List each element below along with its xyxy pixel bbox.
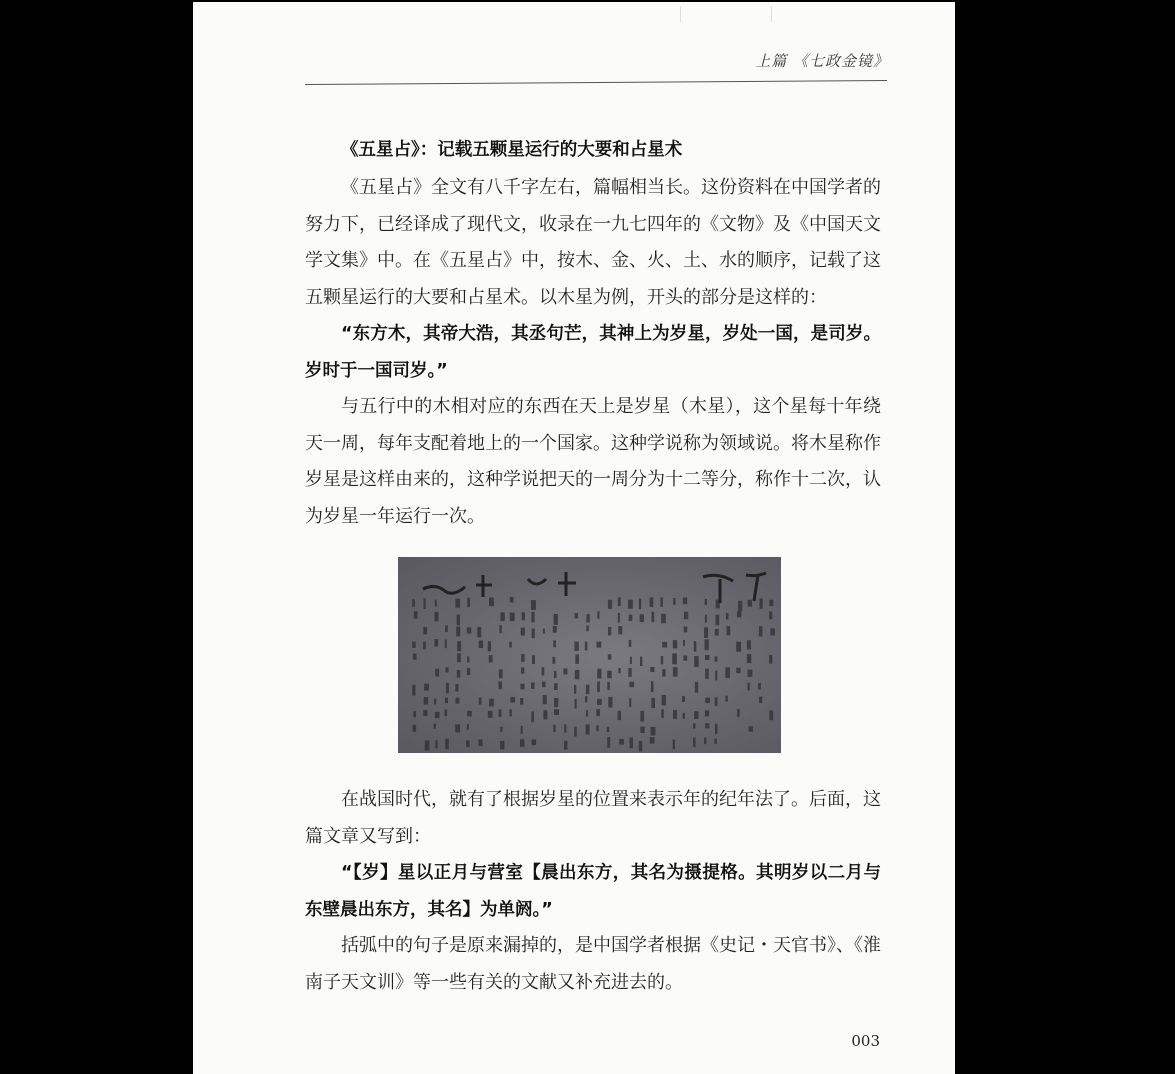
manuscript-stroke bbox=[597, 669, 601, 679]
manuscript-stroke bbox=[629, 698, 631, 707]
manuscript-stroke bbox=[424, 697, 429, 705]
manuscript-stroke bbox=[457, 670, 461, 678]
manuscript-stroke bbox=[639, 599, 641, 610]
manuscript-stroke bbox=[455, 684, 458, 692]
manuscript-stroke bbox=[412, 685, 415, 696]
manuscript-stroke bbox=[639, 741, 642, 752]
manuscript-stroke bbox=[662, 642, 667, 648]
manuscript-stroke bbox=[445, 640, 447, 649]
header-rule bbox=[305, 80, 887, 85]
main-text-after-figure bbox=[305, 782, 881, 1001]
manuscript-stroke bbox=[499, 669, 503, 678]
manuscript-stroke bbox=[662, 695, 666, 705]
manuscript-stroke bbox=[661, 656, 663, 665]
manuscript-stroke bbox=[618, 668, 620, 673]
manuscript-stroke bbox=[532, 629, 535, 639]
manuscript-stroke bbox=[661, 709, 664, 718]
manuscript-stroke bbox=[705, 639, 709, 650]
manuscript-stroke bbox=[715, 671, 717, 681]
manuscript-stroke bbox=[413, 725, 417, 732]
manuscript-stroke bbox=[705, 723, 709, 728]
manuscript-stroke bbox=[608, 654, 612, 660]
manuscript-stroke bbox=[629, 640, 632, 647]
manuscript-stroke bbox=[758, 683, 761, 690]
manuscript-stroke bbox=[412, 599, 415, 607]
manuscript-stroke bbox=[714, 739, 717, 744]
manuscript-stroke bbox=[607, 671, 612, 679]
manuscript-stroke bbox=[715, 656, 718, 661]
manuscript-stroke bbox=[618, 711, 621, 720]
manuscript-stroke bbox=[738, 601, 742, 612]
manuscript-stroke bbox=[630, 738, 634, 749]
manuscript-stroke bbox=[553, 640, 556, 647]
manuscript-stroke bbox=[650, 597, 654, 607]
manuscript-stroke bbox=[554, 683, 558, 690]
manuscript-stroke bbox=[726, 613, 729, 620]
manuscript-stroke bbox=[510, 613, 515, 622]
manuscript-stroke bbox=[424, 684, 429, 691]
manuscript-stroke bbox=[693, 738, 696, 748]
manuscript-stroke bbox=[736, 668, 740, 673]
manuscript-stroke bbox=[424, 598, 426, 609]
manuscript-stroke bbox=[618, 626, 622, 634]
manuscript-stroke bbox=[725, 667, 730, 678]
manuscript-stroke bbox=[521, 667, 524, 673]
manuscript-stroke bbox=[456, 627, 460, 637]
manuscript-stroke bbox=[543, 629, 545, 634]
manuscript-stroke bbox=[629, 682, 634, 688]
manuscript-stroke bbox=[521, 628, 525, 636]
manuscript-stroke bbox=[673, 740, 675, 750]
manuscript-stroke bbox=[500, 612, 504, 621]
paragraph: 《五星占》全文有八千字左右，篇幅相当长。这份资料在中国学者的努力下，已经译成了现代文，收录在一九七四年的《文物》及《中国天文学文集》中。在《五星占》中，按木、金、火、土、水的顺序，记载了这五颗星运行的大要和占星术。以木星为例，开头的部分是这样的： bbox=[305, 177, 881, 308]
main-text bbox=[305, 132, 881, 535]
manuscript-stroke bbox=[660, 597, 663, 607]
manuscript-stroke bbox=[575, 699, 577, 709]
manuscript-stroke bbox=[607, 737, 610, 748]
manuscript-stroke bbox=[488, 641, 491, 651]
manuscript-stroke bbox=[445, 625, 448, 632]
manuscript-stroke bbox=[650, 667, 654, 672]
section-title: 《五星占》：记载五颗星运行的大要和占星术 bbox=[341, 140, 683, 160]
manuscript-stroke bbox=[412, 642, 416, 648]
silk-manuscript-photo bbox=[398, 557, 781, 753]
manuscript-stroke bbox=[479, 697, 482, 704]
manuscript-stroke bbox=[694, 711, 698, 719]
manuscript-stroke bbox=[510, 709, 512, 716]
manuscript-stroke bbox=[586, 710, 588, 716]
manuscript-stroke bbox=[682, 696, 685, 702]
manuscript-stroke bbox=[608, 600, 612, 609]
manuscript-stroke bbox=[499, 625, 502, 633]
manuscript-stroke bbox=[596, 725, 599, 731]
manuscript-stroke bbox=[705, 599, 707, 605]
manuscript-stroke bbox=[725, 696, 728, 702]
manuscript-stroke bbox=[736, 642, 741, 652]
manuscript-stroke bbox=[629, 615, 633, 621]
manuscript-stroke bbox=[479, 641, 483, 649]
manuscript-stroke bbox=[597, 681, 600, 692]
manuscript-stroke bbox=[434, 699, 436, 705]
manuscript-stroke bbox=[488, 711, 493, 718]
manuscript-stroke bbox=[531, 683, 535, 689]
manuscript-stroke bbox=[574, 642, 578, 651]
manuscript-stroke bbox=[585, 696, 587, 702]
manuscript-stroke bbox=[467, 711, 472, 717]
manuscript-stroke bbox=[521, 654, 524, 662]
manuscript-stroke bbox=[715, 697, 718, 706]
manuscript-stroke bbox=[564, 724, 566, 733]
manuscript-stroke bbox=[423, 710, 427, 716]
paragraph: 括弧中的句子是原来漏掉的，是中国学者根据《史记・天官书》、《淮南子天文训》等一些有关的文献又补充进去的。 bbox=[305, 935, 881, 993]
manuscript-stroke bbox=[673, 598, 676, 605]
manuscript-stroke bbox=[457, 653, 461, 662]
scan-mark bbox=[771, 6, 772, 22]
manuscript-stroke bbox=[467, 668, 471, 675]
manuscript-stroke bbox=[423, 642, 426, 650]
manuscript-stroke bbox=[455, 724, 460, 732]
manuscript-stroke bbox=[445, 667, 448, 672]
manuscript-stroke bbox=[563, 668, 567, 674]
manuscript-stroke bbox=[552, 657, 555, 664]
manuscript-stroke bbox=[661, 614, 666, 624]
manuscript-stroke bbox=[596, 709, 600, 716]
manuscript-stroke bbox=[510, 697, 515, 703]
manuscript-stroke bbox=[553, 725, 555, 732]
manuscript-stroke bbox=[489, 655, 493, 662]
manuscript-stroke bbox=[597, 611, 599, 619]
manuscript-stroke bbox=[705, 698, 710, 704]
manuscript-stroke bbox=[445, 709, 448, 716]
manuscript-stroke bbox=[532, 655, 535, 664]
manuscript-stroke bbox=[705, 669, 709, 679]
manuscript-stroke bbox=[705, 655, 709, 660]
manuscript-stroke bbox=[727, 626, 731, 635]
manuscript-stroke bbox=[510, 597, 514, 602]
paragraph: 在战国时代，就有了根据岁星的位置来表示年的纪年法了。后面，这篇文章又写到： bbox=[305, 789, 881, 847]
manuscript-stroke bbox=[554, 614, 558, 625]
manuscript-stroke bbox=[608, 697, 612, 708]
manuscript-stroke bbox=[435, 669, 439, 677]
book-page bbox=[193, 2, 955, 1074]
manuscript-stroke bbox=[747, 654, 752, 663]
manuscript-stroke bbox=[446, 683, 449, 694]
manuscript-stroke bbox=[575, 613, 578, 618]
manuscript-stroke bbox=[704, 627, 708, 638]
manuscript-stroke bbox=[608, 627, 611, 635]
manuscript-stroke bbox=[554, 671, 557, 678]
manuscript-stroke bbox=[747, 640, 751, 649]
manuscript-stroke bbox=[651, 698, 655, 708]
manuscript-stroke bbox=[520, 684, 524, 690]
manuscript-stroke bbox=[640, 614, 644, 622]
manuscript-stroke bbox=[694, 656, 699, 667]
quote-paragraph: “【岁】星以正月与营室【晨出东方，其名为摄提格。其明岁以二月与东壁晨出东方，其名】为单阏。” bbox=[305, 863, 881, 920]
manuscript-stroke bbox=[769, 612, 772, 620]
manuscript-stroke bbox=[749, 726, 753, 732]
manuscript-stroke bbox=[521, 726, 523, 734]
manuscript-stroke bbox=[607, 727, 609, 732]
manuscript-stroke bbox=[553, 626, 557, 633]
manuscript-stroke bbox=[651, 727, 656, 736]
manuscript-stroke bbox=[673, 667, 678, 677]
manuscript-stroke bbox=[748, 683, 750, 691]
manuscript-stroke bbox=[704, 738, 706, 745]
manuscript-stroke bbox=[651, 681, 654, 692]
manuscript-stroke bbox=[715, 724, 718, 734]
manuscript-stroke bbox=[477, 627, 481, 637]
manuscript-stroke bbox=[715, 629, 719, 636]
manuscript-stroke bbox=[683, 598, 687, 605]
manuscript-stroke bbox=[683, 713, 685, 719]
manuscript-stroke bbox=[520, 698, 523, 705]
manuscript-stroke bbox=[542, 682, 545, 688]
manuscript-stroke bbox=[769, 600, 773, 607]
manuscript-stroke bbox=[434, 612, 438, 621]
manuscript-stroke bbox=[445, 698, 448, 704]
manuscript-stroke bbox=[585, 642, 588, 651]
manuscript-stroke bbox=[532, 740, 537, 746]
manuscript-stroke bbox=[435, 740, 437, 748]
manuscript-stroke bbox=[586, 614, 589, 622]
manuscript-stroke bbox=[466, 740, 470, 747]
manuscript-stroke bbox=[628, 668, 631, 677]
manuscript-stroke bbox=[543, 695, 547, 704]
manuscript-stroke bbox=[640, 727, 644, 733]
manuscript-stroke bbox=[640, 657, 642, 667]
manuscript-stroke bbox=[705, 615, 707, 623]
page-number: 003 bbox=[851, 1032, 880, 1050]
manuscript-stroke bbox=[457, 641, 461, 651]
manuscript-stroke bbox=[425, 740, 430, 750]
manuscript-stroke bbox=[423, 627, 427, 634]
scan-mark bbox=[680, 6, 681, 22]
manuscript-stroke bbox=[500, 727, 503, 732]
manuscript-stroke bbox=[672, 653, 677, 664]
manuscript-stroke bbox=[499, 709, 502, 717]
manuscript-stroke bbox=[435, 600, 437, 607]
manuscript-stroke bbox=[413, 654, 417, 660]
manuscript-stroke bbox=[684, 612, 688, 619]
manuscript-stroke bbox=[769, 710, 773, 720]
manuscript-stroke bbox=[586, 685, 590, 695]
manuscript-stroke bbox=[619, 739, 624, 745]
manuscript-stroke bbox=[498, 681, 502, 689]
manuscript-stroke bbox=[650, 737, 655, 744]
manuscript-stroke bbox=[489, 699, 494, 707]
manuscript-stroke bbox=[467, 657, 469, 663]
manuscript-stroke bbox=[652, 612, 655, 622]
manuscript-stroke bbox=[586, 625, 589, 631]
manuscript-stroke bbox=[575, 654, 579, 664]
running-header: 上篇 《七政金镜》 bbox=[755, 52, 889, 70]
manuscript-stroke bbox=[542, 667, 545, 675]
manuscript-stroke bbox=[640, 711, 644, 722]
manuscript-stroke bbox=[628, 600, 633, 609]
manuscript-stroke bbox=[531, 712, 534, 723]
manuscript-stroke bbox=[455, 599, 460, 608]
manuscript-stroke bbox=[748, 600, 752, 607]
manuscript-stroke bbox=[467, 598, 470, 607]
manuscript-stroke bbox=[662, 669, 665, 676]
manuscript-stroke bbox=[445, 739, 449, 749]
manuscript-stroke bbox=[456, 698, 460, 704]
manuscript-stroke bbox=[467, 627, 472, 633]
manuscript-stroke bbox=[673, 640, 677, 648]
manuscript-stroke bbox=[597, 699, 602, 705]
manuscript-stroke bbox=[673, 710, 677, 719]
manuscript-stroke bbox=[760, 598, 763, 609]
manuscript-stroke bbox=[586, 724, 590, 734]
paragraph: 与五行中的木相对应的东西在天上是岁星（木星），这个星每十年绕天一周，每年支配着地上的一个国家。这种学说称为领域说。将木星称作岁星是这样由来的，这种学说把天的一周分为十二等分，称作十二次，认为岁星一年运行一次。 bbox=[305, 396, 881, 527]
manuscript-stroke bbox=[694, 641, 697, 652]
manuscript-stroke bbox=[597, 642, 602, 648]
manuscript-stroke bbox=[531, 612, 534, 622]
manuscript-stroke bbox=[769, 655, 772, 664]
manuscript-stroke bbox=[705, 710, 709, 716]
manuscript-stroke bbox=[434, 724, 436, 729]
manuscript-stroke bbox=[554, 698, 558, 707]
manuscript-stroke bbox=[737, 709, 739, 717]
manuscript-stroke bbox=[509, 642, 512, 648]
manuscript-stroke bbox=[683, 655, 687, 660]
manuscript-stroke bbox=[574, 685, 576, 694]
manuscript-stroke bbox=[522, 612, 525, 620]
manuscript-stroke bbox=[683, 640, 685, 646]
manuscript-stroke bbox=[435, 712, 440, 718]
manuscript-stroke bbox=[716, 615, 720, 626]
manuscript-stroke bbox=[693, 723, 696, 728]
manuscript-stroke bbox=[413, 711, 416, 717]
manuscript-stroke bbox=[554, 709, 559, 715]
manuscript-stroke bbox=[630, 657, 632, 665]
manuscript-stroke bbox=[564, 741, 568, 750]
manuscript-stroke bbox=[500, 741, 504, 749]
manuscript-stroke bbox=[467, 724, 469, 730]
manuscript-stroke bbox=[531, 600, 536, 610]
manuscript-stroke bbox=[618, 613, 620, 623]
manuscript-texture bbox=[398, 557, 781, 753]
manuscript-stroke bbox=[770, 628, 774, 635]
manuscript-stroke bbox=[618, 597, 621, 606]
manuscript-stroke bbox=[414, 611, 418, 619]
manuscript-stroke bbox=[759, 697, 762, 703]
manuscript-stroke bbox=[737, 611, 741, 617]
manuscript-stroke bbox=[489, 598, 494, 607]
manuscript-stroke bbox=[684, 627, 688, 633]
manuscript-stroke bbox=[457, 615, 460, 626]
manuscript-stroke bbox=[759, 626, 763, 636]
manuscript-stroke bbox=[575, 670, 580, 679]
manuscript-stroke bbox=[574, 727, 577, 737]
manuscript-stroke bbox=[434, 639, 438, 647]
manuscript-stroke bbox=[478, 740, 482, 747]
manuscript-stroke bbox=[607, 682, 610, 690]
manuscript-stroke bbox=[520, 739, 524, 747]
manuscript-stroke bbox=[748, 670, 753, 677]
quote-paragraph: “东方木，其帝大浩，其丞句芒，其神上为岁星，岁处一国，是司岁。岁时于一国司岁。” bbox=[305, 324, 881, 381]
manuscript-stroke bbox=[543, 710, 547, 719]
manuscript-stroke bbox=[695, 682, 698, 693]
